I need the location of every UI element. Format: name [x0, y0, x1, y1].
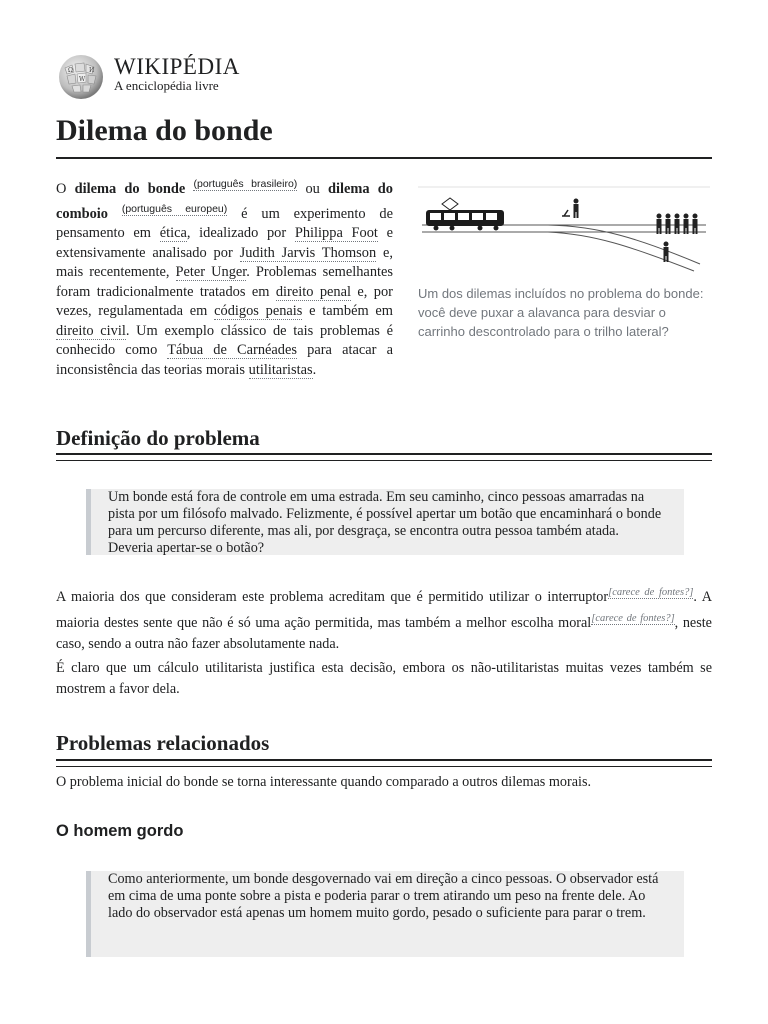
link-tabua-de-carneades[interactable]: Tábua de Carnéades: [167, 342, 297, 358]
title-divider: [56, 157, 712, 159]
trolley-icon: [426, 198, 504, 231]
paragraph-intro-related: O problema inicial do bonde se torna interessante quando comparado a outros dilemas morais.: [56, 774, 592, 790]
link-etica[interactable]: ética: [159, 225, 187, 241]
link-codigos-penais[interactable]: códigos penais: [214, 303, 303, 319]
link-philippa-foot[interactable]: Philippa Foot: [294, 225, 378, 241]
section-divider-2: [56, 759, 712, 761]
site-tagline: A enciclopédia livre: [114, 78, 219, 93]
page-title: Dilema do bonde: [56, 114, 273, 147]
five-people-icon: [657, 214, 698, 235]
link-utilitaristas[interactable]: utilitaristas: [248, 361, 313, 378]
paragraph-maioria: A maioria dos que consideram este problema acreditam que é permitido utilizar o interruptor[carece de fontes?]. A maioria destes sente que não é só uma ação permitida, mas também a melhor escolha moral[carece de fontes?], neste caso, sendo a outra não fazer absolutamente nada.: [56, 587, 712, 652]
variant-note-brazilian[interactable]: (português brasileiro): [193, 178, 298, 190]
link-direito-penal[interactable]: direito penal: [275, 283, 351, 300]
citation-needed-2[interactable]: [carece de fontes?]: [591, 613, 675, 624]
lever-person-icon: [562, 199, 579, 219]
problem-quote: Um bonde está fora de controle em uma estrada. Em seu caminho, cinco pessoas amarradas na pista por um filósofo malvado. Felizmente, é possível apertar um botão que encaminhará o bonde para um percurso diferente, mas ali, por desgraça, se encontra outra pessoa também atada. Deveria apertar-se o botão?: [86, 489, 684, 555]
fat-man-quote: Como anteriormente, um bonde desgovernado vai em direção a cinco pessoas. O observador está em cima de uma ponte sobre a pista e poderia parar o trem atirando um peso na frente dele. Ao lado do observador está apenas um homem muito gordo, pesado o suficiente para parar o trem.: [86, 871, 684, 957]
heading-o-homem-gordo: O homem gordo: [56, 822, 184, 840]
site-wordmark[interactable]: WIKIPÉDIA: [114, 54, 240, 79]
section-divider-1: [56, 453, 712, 455]
wikipedia-globe-icon[interactable]: [56, 54, 106, 100]
section-divider-2b: [56, 766, 712, 767]
one-person-icon: [664, 242, 669, 263]
heading-definicao-do-problema: Definição do problema: [56, 426, 260, 450]
paragraph-utilitarista: É claro que um cálculo utilitarista justifica esta decisão, embora os não-utilitaristas muitas vezes também se mostrem a favor dela.: [56, 660, 712, 697]
term-dilema-do-bonde: dilema do bonde: [74, 181, 186, 197]
lead-paragraph: O dilema do bonde $^{(português brasileiro)}$ ou dilema do comboio $^{(português europeu)}$ é um experimento de pensamento em ética, idealizado por Philippa Foot e extensivamente analisado por Judith Jarvis Thomson e, mais recentemente, Peter Unger. Problemas semelhantes foram tradicionalmente tratados em direito penal e, por vezes, regulamentada em códigos penais e também em direito civil. Um exemplo clássico de tais problemas é conhecido como Tábua de Carnéades para atacar a inconsistência das teorias morais utilitaristas.: [56, 178, 393, 378]
citation-needed-1[interactable]: [carece de fontes?]: [608, 587, 694, 598]
trolley-figure: [418, 186, 712, 341]
svg-text:И: И: [89, 67, 95, 74]
link-direito-civil[interactable]: direito civil: [56, 322, 126, 339]
heading-problemas-relacionados: Problemas relacionados: [56, 731, 270, 755]
figure-caption: Um dos dilemas incluídos no problema do bonde: você deve puxar a alavanca para desviar o carrinho descontrolado para o trilho lateral?: [418, 286, 704, 339]
section-divider-1b: [56, 460, 712, 461]
term-dilema-do-comboio: dilema do comboio: [56, 181, 393, 222]
variant-note-european[interactable]: (português europeu): [121, 202, 228, 215]
link-judith-jarvis-thomson[interactable]: Judith Jarvis Thomson: [239, 244, 377, 261]
trolley-diagram-image[interactable]: [418, 186, 710, 278]
svg-text:W: W: [79, 76, 86, 83]
link-peter-unger[interactable]: Peter Unger: [175, 264, 247, 280]
svg-text:Ω: Ω: [68, 67, 73, 74]
